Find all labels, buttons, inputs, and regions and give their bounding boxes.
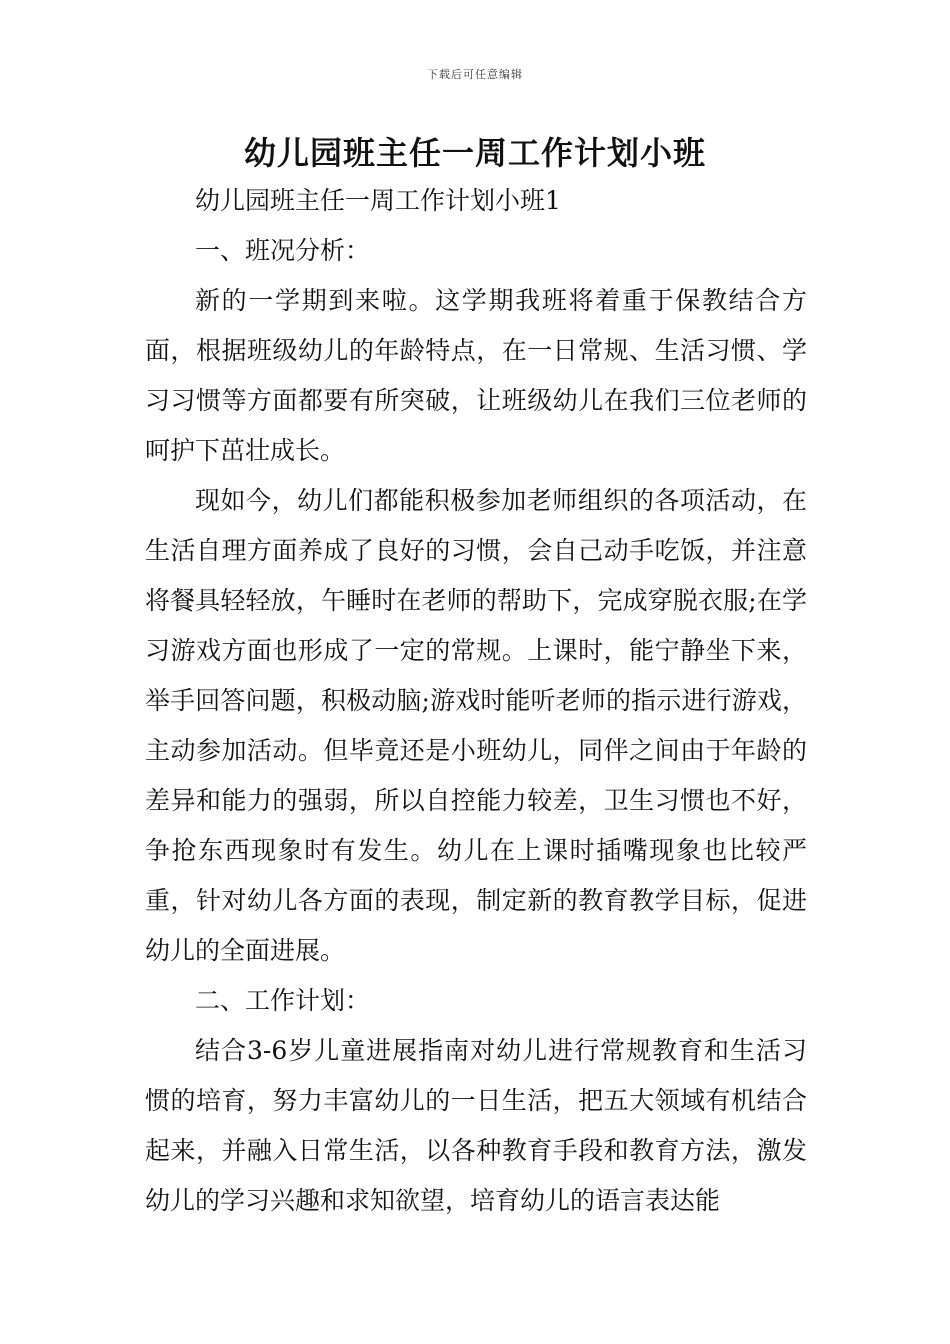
body-paragraph: 现如今，幼儿们都能积极参加老师组织的各项活动，在生活自理方面养成了良好的习惯，会自己动手吃饭，并注意将餐具轻轻放，午睡时在老师的帮助下，完成穿脱衣服;在学习游戏方面也形成了一定的常规。上课时，能宁静坐下来，举手回答问题，积极动脑;游戏时能听老师的指示进行游戏，主动参加活动。但毕竟还是小班幼儿，同伴之间由于年龄的差异和能力的强弱，所以自控能力较差，卫生习惯也不好，争抢东西现象时有发生。幼儿在上课时插嘴现象也比较严重，针对幼儿各方面的表现，制定新的教育教学目标，促进幼儿的全面进展。	[145, 486, 807, 965]
section-heading-work-plan: 二、工作计划：	[195, 986, 371, 1015]
section-heading-class-analysis: 一、班况分析：	[195, 236, 371, 265]
body-paragraph: 新的一学期到来啦。这学期我班将着重于保教结合方面，根据班级幼儿的年龄特点，在一日常规、生活习惯、学习习惯等方面都要有所突破，让班级幼儿在我们三位老师的呵护下茁壮成长。	[145, 286, 807, 465]
header-note: 下载后可任意编辑	[427, 68, 523, 81]
body-paragraph: 结合3-6岁儿童进展指南对幼儿进行常规教育和生活习惯的培育，努力丰富幼儿的一日生活，把五大领域有机结合起来，并融入日常生活，以各种教育手段和教育方法，激发幼儿的学习兴趣和求知欲望，培育幼儿的语言表达能	[145, 1036, 807, 1215]
document-title: 幼儿园班主任一周工作计划小班	[243, 134, 706, 172]
subtitle-paragraph: 幼儿园班主任一周工作计划小班1	[195, 186, 561, 215]
document-body	[145, 176, 807, 1226]
